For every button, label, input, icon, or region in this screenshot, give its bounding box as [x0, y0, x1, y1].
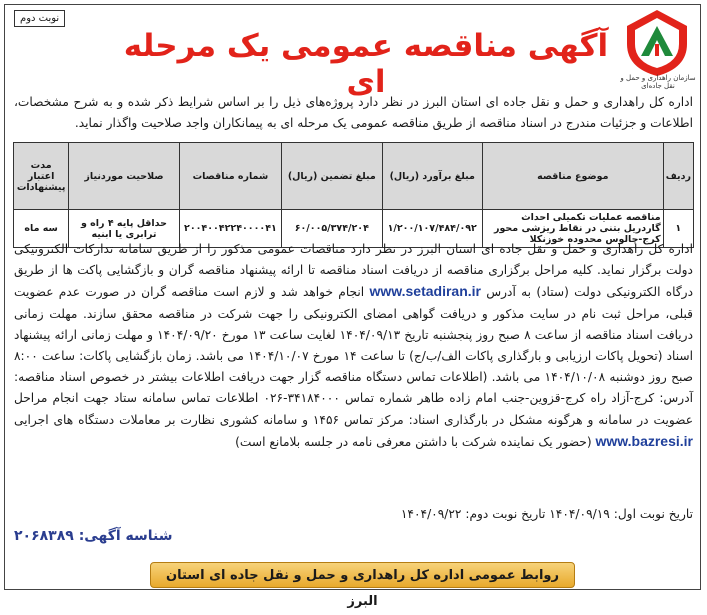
tender-table	[13, 142, 694, 248]
cell-estimate: ۱/۲۰۰/۱۰۷/۴۸۴/۰۹۲	[382, 210, 482, 248]
body-text-2: انجام خواهد شد و لازم است مناقصه گران در صورت عدم عضویت قبلی، مراحل ثبت نام در سایت مذکور و دریافت گواهی امضای الکترونیکی را جهت شرکت در مناقصه محقق سازند. مهلت زمانی دریافت اسناد مناقصه از ساعت ۸ صبح روز پنجشنبه تاریخ ۱۴۰۴/۰۹/۱۳ لغایت ساعت ۱۳ مورخ ۱۴۰۴/۰۹/۲۰ و مهلت زمانی ارائه پیشنهاد اسناد (تحویل پاکات ارزیابی و بارگذاری پاکات الف/ب/ج) تا ساعت ۱۴ مورخ ۱۴۰۴/۱۰/۰۷ می باشد. زمان بازگشایی پاکات: ساعت ۸:۰۰ صبح روز دوشنبه ۱۴۰۴/۱۰/۰۸ می باشد. (اطلاعات تماس دستگاه مناقصه گزار جهت دریافت اطلاعات بیشتر در خصوص اسناد مناقصه: آدرس: کرج-آزاد راه کرج-قزوین-جنب امام زاده طاهر شماره تماس ۳۴۱۸۴۰۰۰-۰۲۶ اطلاعات تماس سامانه ستاد جهت انجام مراحل عضویت در سامانه و هرگونه مشکل در بارگذاری اسناد: مرکز تماس ۱۴۵۶ و سامانه کشوری نظارت بر معاملات دستگاه های اجرایی	[14, 285, 694, 427]
footer-banner: روابط عمومی اداره کل راهداری و حمل و نقل جاده ای استان البرز	[150, 562, 575, 588]
page-title: آگهی مناقصه عمومی یک مرحله ای	[123, 28, 609, 100]
body-text-1: اداره کل راهداری و حمل و نقل جاده ای استان البرز در نظر دارد مناقصات عمومی مذکور را از طریق سامانه تدارکات الکترونیکی دولت برگزار نماید. کلیه مراحل برگزاری مناقصه از دریافت اسناد مناقصه تا ارائه پیشنهاد مناقصه گران و بازگشایی پاکت ها از طریق درگاه الکترونیکی دولت (ستاد) به آدرس	[14, 242, 693, 300]
cell-subject: مناقصه عملیات تکمیلی احداث گاردریل بتنی در نقاط ریزشی محور کرج-چالوس محدوده خوزنکلا	[482, 210, 663, 248]
cell-guarantee: ۶۰/۰۰۵/۳۷۴/۲۰۴	[282, 210, 382, 248]
cell-validity: سه ماه	[14, 210, 69, 248]
header-estimate: مبلغ برآورد (ریال)	[382, 143, 482, 210]
header-qualification: صلاحیت موردنیاز	[69, 143, 179, 210]
edition-badge: نوبت دوم	[14, 10, 65, 27]
body-paragraph	[14, 239, 693, 453]
cell-tender-number: ۲۰۰۴۰۰۴۲۲۴۰۰۰۰۴۱	[179, 210, 281, 248]
cell-qualification: حداقل پایه ۴ راه و ترابری یا ابنیه	[69, 210, 179, 248]
publication-dates: تاریخ نوبت اول: ۱۴۰۴/۰۹/۱۹ تاریخ نوبت دوم: ۱۴۰۴/۰۹/۲۲	[400, 507, 693, 521]
cell-row-number: ۱	[663, 210, 693, 248]
logo-caption: سازمان راهداری و حمل و نقل جاده‌ای	[620, 74, 696, 90]
setadiran-link[interactable]: www.setadiran.ir	[369, 283, 481, 300]
table-header-row	[14, 143, 694, 210]
bazresi-link[interactable]: www.bazresi.ir	[595, 432, 693, 449]
header-subject: موضوع مناقصه	[482, 143, 663, 210]
intro-paragraph: اداره کل راهداری و حمل و نقل جاده ای استان البرز در نظر دارد پروژه‌های ذیل را بر اساس شرایط ذکر شده و به شرح مشخصات، اطلاعات و جزئیات مندرج در اسناد مناقصه از طریق مناقصه عمومی یک مرحله ای به پیمانکاران واجد صلاحیت واگذار نماید.	[14, 95, 693, 130]
header-row-number: ردیف	[663, 143, 693, 210]
road-maintenance-logo-icon	[621, 6, 693, 78]
body-text-3: (حضور یک نماینده شرکت با داشتن معرفی نامه در جلسه بلامانع است)	[235, 434, 592, 449]
ad-identifier: شناسه آگهی: ۲۰۶۸۳۸۹	[14, 528, 173, 544]
header-validity: مدت اعتبار پیشنهادات	[14, 143, 69, 210]
header-guarantee: مبلغ تضمین (ریال)	[282, 143, 382, 210]
header-tender-number: شماره مناقصات	[179, 143, 281, 210]
